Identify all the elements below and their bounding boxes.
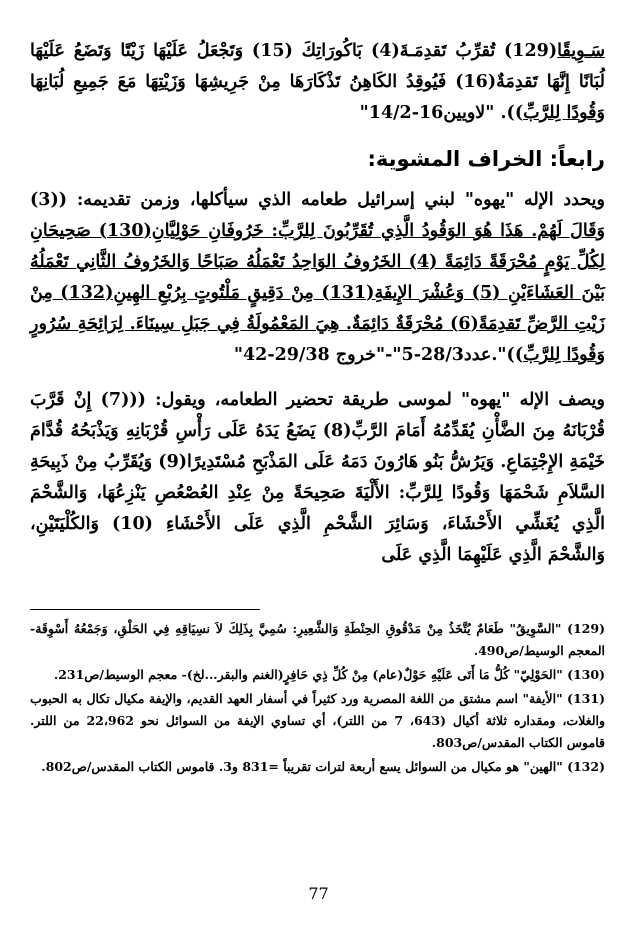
footnote-131: (131) "الأيفة" اسم مشتق من اللغة المصرية ورد كثيراً في أسفار العهد القديم، والإيفة مكيال تكال به الحبوب والغلات، ومقداره ثلاثة أكيال (643، 7 من اللتر)، أي تساوي الإيفة من السوائل نحو 22،962 من اللتر. قاموس الكتاب المقدس/ص803. [30, 691, 606, 750]
paragraph-1-head: سَـوِيقًا [557, 41, 605, 61]
paragraph-1-underlined: وَقُودًا لِلرَّبِّ [523, 103, 605, 123]
spacer [30, 371, 605, 385]
footnote-130: (130) "الحَوْلِيّ" كُلُّ مَا أَتَى عَلَيْهِ حَوْلٌ(عام) مِنْ كُلِّ ذِي حَافِرٍ(الغنم والبقر...لخ)- معجم الوسيط/ص231. [53, 667, 605, 682]
page-number: 77 [308, 884, 329, 903]
paragraph-2-intro: ويحدد الإله "يهوه" لبني إسرائيل طعامه الذي سيأكلها، وزمن تقديمه: ((3) [30, 190, 605, 210]
paragraph-3: ويصف الإله "يهوه" لموسى طريقة تحضير الطعامه، ويقول: (((7) إِنْ قَرَّبَ قُرْبَانَهُ مِنَ الضَّأْنِ يُقَدِّمُهُ أَمَامَ الرَّبِّ(8) يَضَعُ يَدَهُ عَلَى رَأْسِ قُرْبَانِهِ وَيَذْبَحُهُ قُدَّامَ خَيْمَةِ الإِجْتِمَاعِ. وَيَرُشُّ بَنُو هَارُونَ دَمَهُ عَلَى المَذْبَحِ مُسْتَدِيرًا(9) وَيُقَرِّبُ مِنْ ذَبِيحَةِ السَّلاَمِ شَحْمَهَا وَقُودًا لِلرَّبِّ: الأَلْيَةَ صَحِيحَةً مِنْ عِنْدِ العُصْعُصِ يَنْزِعُهَا، وَالشَّحْمَ الَّذِي يُغَشِّي الأَحْشَاءَ، وَسَائِرَ الشَّحْمِ الَّذِي عَلَى الأَحْشَاءِ (10) وَالكُلْيَتَيْنِ، وَالشَّحْمَ الَّذِي عَلَيْهِمَا الَّذِي عَلَى [30, 390, 606, 565]
footnotes [30, 618, 605, 778]
footnote-132: (132) "الهين" هو مكيال من السوائل يسع أربعة لترات تقريباً =831 و3. قاموس الكتاب المقدس/ص802. [41, 759, 605, 774]
section-heading: رابعاً: الخراف المشوية: [367, 147, 605, 171]
footnote-129: (129) "السَّوِيقُ" طَعَامٌ يُتَّخَذُ مِنْ مَدْقُوقِ الحِنْطَةِ وَالشَّعِيرِ: سُمِيَّ بِذَلِكَ لاَ نسِيَاقِهِ فِي الحَلْقِ، وَجَمْعُهُ أَسْوِقَة- المعجم الوسيط/ص490. [30, 621, 605, 658]
paragraph-2 [30, 185, 605, 371]
paragraph-2-quote: وَقَالَ لَهُمْ. هَذَا هُوَ الوَقُودُ الَّذِي تُقَرِّبُونَ لِلرَّبِّ: خَرُوفَانِ حَوْلِيَّانِ(130) صَحِيحَانِ لِكُلِّ يَوْمٍ مُحْرَقَةً دَائِمَةً (4) الخَرُوفُ الوَاحِدُ تَعْمَلُهُ صَبَاحًا وَالخَرُوفُ الثَّانِي تَعْمَلُهُ بَيْنَ العَشَاءَيْنِ (5) وَعُشْرَ الإِيفَةِ(131) مِنْ دَقِيقٍ مَلْتُوتٍ بِرُبْعِ الهِينِ(132) مِنْ زَيْتِ الرَّضِّ تَقدِمَةً(6) مُحْرَقَةٌ دَائِمَةٌ. هِيَ المَعْمُولَةُ فِي جَبَلِ سِينَاءَ. لِرَائِحَةِ سُرُورٍ وَقُودًا لِلرَّبِّ [30, 221, 606, 365]
footnote-separator-wrap [30, 609, 605, 610]
paragraph-1-citation: )). "لاويين16-14/2" [359, 103, 524, 123]
footnote-separator [30, 609, 260, 610]
paragraph-1-text: (129) تُقرِّبُ تَقدِمَـةَ(4) بَاكُورَاتِكَ (15) وَتَجْعَلُ عَلَيْهَا زَيْتًا وَتَضَعُ عَلَيْهَا لُبَانًا إِنَّهَا تَقدِمَةٌ(16) فَيُوقِدُ الكَاهِنُ تَذْكَارَهَا مِنْ جَرِيشِهَا وَزَيْتِهَا مَعَ جَمِيعِ لُبَانِهَا [30, 41, 605, 92]
paragraph-2-citation: ))".عدد28/3-5"-"خروج 29/38-42" [233, 345, 524, 365]
paragraph-1 [30, 36, 605, 129]
